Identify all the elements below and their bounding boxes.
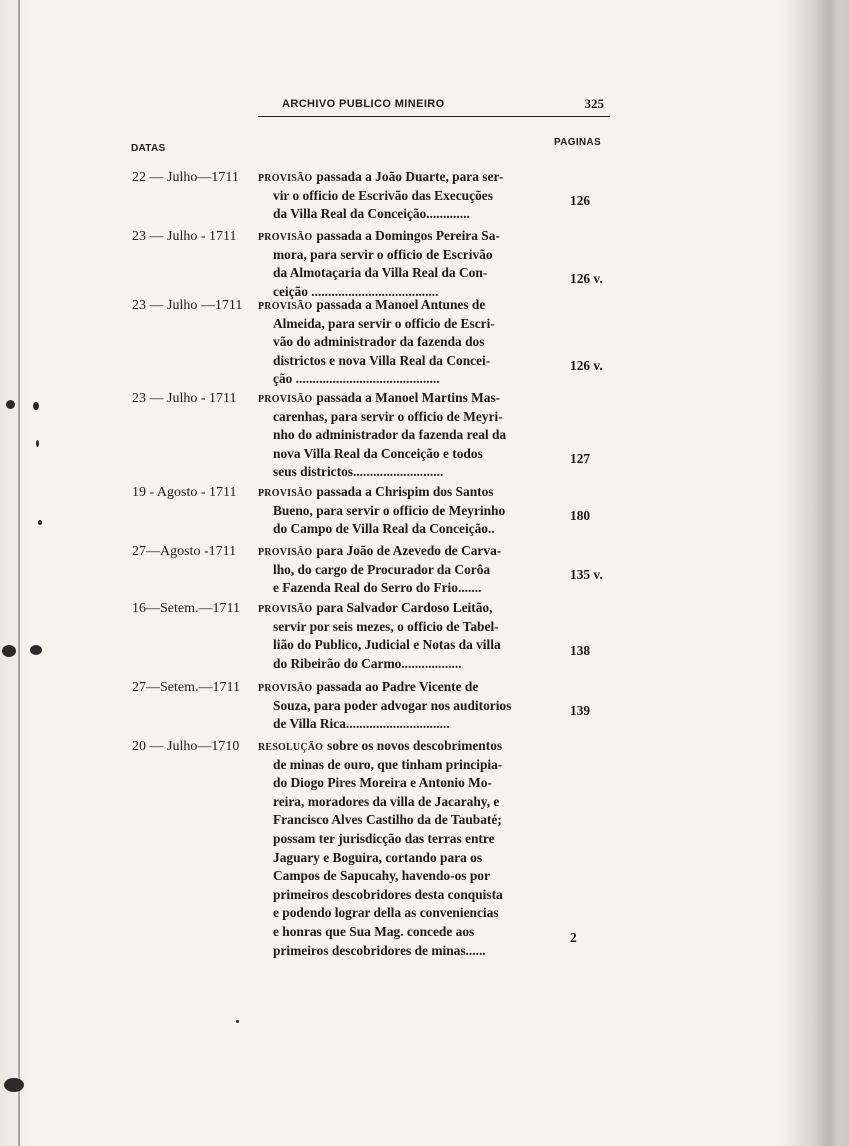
entry-line-text: nho do administrador da fazenda real da xyxy=(273,427,507,443)
entry-line-text: do Campo de Villa Real da Conceição.. xyxy=(273,521,495,537)
ink-speck xyxy=(4,1078,24,1092)
ink-speck xyxy=(6,400,15,409)
page-header xyxy=(258,96,610,117)
entry-text-line xyxy=(258,352,546,371)
entry-description xyxy=(258,483,546,539)
entry-description xyxy=(258,389,546,482)
entry-text-line xyxy=(258,483,546,502)
entry-line-text: Souza, para poder advogar nos auditorios xyxy=(273,697,512,713)
entry-line-text: passada a Manoel Antunes de xyxy=(316,297,486,312)
entry-date: 27—Setem.—1711 xyxy=(132,680,240,695)
entry-text-line xyxy=(258,246,546,265)
entry-kind: PROVISÃO xyxy=(258,394,313,405)
entry-text-line xyxy=(258,264,546,283)
page-number: 325 xyxy=(584,96,604,111)
entry-text-line xyxy=(258,867,546,886)
entry-text-line xyxy=(258,636,546,655)
page-left-margin xyxy=(0,0,30,1146)
entry-text-line xyxy=(258,793,546,812)
entry-line-text: passada a Chrispim dos Santos xyxy=(316,484,494,499)
ink-speck xyxy=(36,440,39,447)
entry-description xyxy=(258,168,546,224)
entry-date: 23 — Julho —1711 xyxy=(132,298,243,313)
entry-text-line xyxy=(258,205,546,224)
entry-line-text: possam ter jurisdicção das terras entre xyxy=(273,830,495,846)
entry-text-line xyxy=(258,520,546,539)
ink-speck xyxy=(33,402,39,410)
entry-text-line xyxy=(258,333,546,352)
entry-text-line xyxy=(258,697,546,716)
entry-line-text: da Villa Real da Conceição............. xyxy=(273,206,470,222)
entry-text-line xyxy=(258,370,546,389)
entry-text-line xyxy=(258,542,546,561)
entry-description xyxy=(258,737,546,960)
entry-date: 20 — Julho—1710 xyxy=(132,739,240,754)
entry-text-line xyxy=(258,463,546,482)
entry-text-line xyxy=(258,756,546,775)
entry-kind: PROVISÃO xyxy=(258,488,313,499)
entry-text-line xyxy=(258,296,546,315)
entry-line-text: Francisco Alves Castilho da de Taubaté; xyxy=(273,812,502,828)
entry-kind: PROVISÃO xyxy=(258,547,313,558)
entry-kind: PROVISÃO xyxy=(258,173,313,184)
column-heading-dates: DATAS xyxy=(131,143,166,154)
entry-line-text: servir por seis mezes, o officio de Tabel- xyxy=(273,618,499,634)
entry-line-text: e podendo lograr della as conveniencias xyxy=(273,905,499,921)
entry-line-text: Jaguary e Boguira, cortando para os xyxy=(273,849,483,865)
entry-date: 23 — Julho - 1711 xyxy=(132,229,237,244)
entry-text-line xyxy=(258,923,546,942)
entry-line-text: lião do Publico, Judicial e Notas da villa xyxy=(273,637,501,653)
entry-text-line xyxy=(258,655,546,674)
page-right-edge-shadow xyxy=(781,0,849,1146)
entry-line-text: vir o officio de Escrivão das Execuções xyxy=(273,187,493,203)
entry-line-text: ção ........................................... xyxy=(273,371,440,387)
entry-kind: PROVISÃO xyxy=(258,604,313,615)
entry-date: 22 — Julho—1711 xyxy=(132,170,239,185)
entry-date: 27—Agosto -1711 xyxy=(132,544,237,559)
entry-text-line xyxy=(258,599,546,618)
entry-page-ref: 127 xyxy=(570,451,591,467)
ink-speck xyxy=(30,645,42,655)
entry-text-line xyxy=(258,942,546,961)
running-title: ARCHIVO PUBLICO MINEIRO xyxy=(282,98,445,110)
entry-page-ref: 180 xyxy=(570,508,591,524)
entry-text-line xyxy=(258,904,546,923)
entry-line-text: sobre os novos descobrimentos xyxy=(327,738,503,753)
ink-speck xyxy=(2,645,16,657)
entry-line-text: Almeida, para servir o officio de Escri- xyxy=(273,315,495,331)
entry-text-line xyxy=(258,678,546,697)
entry-text-line xyxy=(258,579,546,598)
entry-page-ref: 135 v. xyxy=(570,567,603,583)
entry-date: 19 - Agosto - 1711 xyxy=(132,485,237,500)
entry-page-ref: 126 v. xyxy=(570,270,603,286)
entry-line-text: lho, do cargo de Procurador da Corôa xyxy=(273,561,491,577)
entry-page-ref: 2 xyxy=(570,929,577,945)
entry-kind: RESOLUÇÃO xyxy=(258,742,324,753)
binding-edge-line xyxy=(18,0,20,1146)
entry-text-line xyxy=(258,618,546,637)
entry-date: 16—Setem.—1711 xyxy=(132,601,240,616)
entry-text-line xyxy=(258,715,546,734)
entry-text-line xyxy=(258,774,546,793)
entry-page-ref: 126 v. xyxy=(570,358,603,374)
entry-line-text: passada a Manoel Martins Mas- xyxy=(316,390,501,405)
entry-text-line xyxy=(258,445,546,464)
entry-line-text: e honras que Sua Mag. concede aos xyxy=(273,923,475,939)
entry-page-ref: 138 xyxy=(570,642,591,658)
entry-text-line xyxy=(258,811,546,830)
entry-line-text: seus districtos........................... xyxy=(273,464,444,480)
entry-line-text: de minas de ouro, que tinham principia- xyxy=(273,756,503,772)
entry-line-text: passada a Domingos Pereira Sa- xyxy=(316,228,500,243)
entry-text-line xyxy=(258,389,546,408)
entry-line-text: do Diogo Pires Moreira e Antonio Mo- xyxy=(273,775,492,791)
entry-description xyxy=(258,599,546,673)
entry-description xyxy=(258,227,546,301)
entry-line-text: passada ao Padre Vicente de xyxy=(316,679,479,694)
entry-text-line xyxy=(258,830,546,849)
entry-text-line xyxy=(258,408,546,427)
entry-kind: PROVISÃO xyxy=(258,683,313,694)
entry-line-text: ceição ...................................... xyxy=(273,283,439,299)
entry-line-text: vão do administrador da fazenda dos xyxy=(273,334,485,350)
entry-line-text: e Fazenda Real do Serro do Frio....... xyxy=(273,580,482,596)
entry-text-line xyxy=(258,315,546,334)
entry-line-text: da Almotaçaria da Villa Real da Con- xyxy=(273,265,488,281)
ink-speck xyxy=(38,520,42,525)
ink-speck xyxy=(236,1020,239,1023)
entry-kind: PROVISÃO xyxy=(258,301,313,312)
entry-line-text: de Villa Rica............................... xyxy=(273,716,450,732)
entry-text-line xyxy=(258,502,546,521)
entry-text-line xyxy=(258,849,546,868)
entry-line-text: districtos e nova Villa Real da Concei- xyxy=(273,352,491,368)
entry-text-line xyxy=(258,187,546,206)
entry-line-text: carenhas, para servir o officio de Meyri- xyxy=(273,408,503,424)
entry-description xyxy=(258,678,546,734)
entry-description xyxy=(258,296,546,389)
entry-text-line xyxy=(258,227,546,246)
entry-date: 23 — Julho - 1711 xyxy=(132,391,237,406)
entry-line-text: Campos de Sapucahy, havendo-os por xyxy=(273,868,490,884)
entry-text-line xyxy=(258,737,546,756)
entry-kind: PROVISÃO xyxy=(258,232,313,243)
entry-page-ref: 126 xyxy=(570,193,591,209)
entry-text-line xyxy=(258,886,546,905)
entry-text-line xyxy=(258,561,546,580)
entry-line-text: para João de Azevedo de Carva- xyxy=(316,543,502,558)
entry-text-line xyxy=(258,426,546,445)
entry-line-text: Bueno, para servir o officio de Meyrinho xyxy=(273,502,506,518)
entry-description xyxy=(258,542,546,598)
entry-line-text: para Salvador Cardoso Leitão, xyxy=(316,600,493,615)
entry-line-text: nova Villa Real da Conceição e todos xyxy=(273,445,483,461)
entry-page-ref: 139 xyxy=(570,703,591,719)
entry-line-text: primeiros descobridores desta conquista xyxy=(273,886,503,902)
entry-line-text: do Ribeirão do Carmo.................. xyxy=(273,655,462,671)
entry-text-line xyxy=(258,168,546,187)
column-heading-pages: PAGINAS xyxy=(554,137,601,148)
entry-line-text: primeiros descobridores de minas...... xyxy=(273,942,486,958)
entry-line-text: reira, moradores da villa de Jacarahy, e xyxy=(273,793,500,809)
entry-line-text: passada a João Duarte, para ser- xyxy=(316,169,504,184)
entry-line-text: mora, para servir o officio de Escrivão xyxy=(273,246,493,262)
